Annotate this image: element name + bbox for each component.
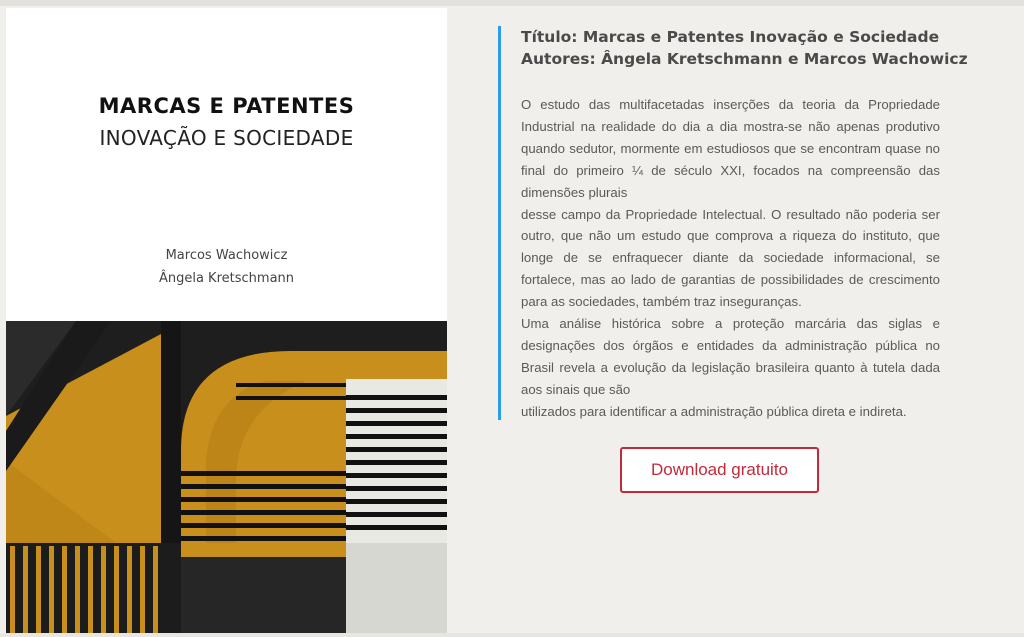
accent-bar xyxy=(498,26,501,420)
book-authors: Autores: Ângela Kretschmann e Marcos Wachowicz xyxy=(521,50,968,68)
description-paragraph: Uma análise histórica sobre a proteção marcária das siglas e designações dos órgãos e entidades da administração pública no Brasil revela a evolução da legislação brasileira quanto à tutela dada aos sinais que são xyxy=(521,316,940,397)
cover-author-1: Marcos Wachowicz xyxy=(165,248,288,263)
description-paragraph: desse campo da Propriedade Intelectual. O resultado não poderia ser outro, que não um estudo que comprova a riqueza do instituto, que longe de se enfraquecer diante da sociedade informacional, se fortalece, mas ao lado de garantias de possibilidades de crescimento para as sociedades, também traz inseguranças. xyxy=(521,206,940,310)
cover-title: MARCAS E PATENTES xyxy=(98,94,355,118)
book-title: Título: Marcas e Patentes Inovação e Sociedade xyxy=(521,28,940,46)
cover-author-2: Ângela Kretschmann xyxy=(158,271,295,286)
description-paragraph: O estudo das multifacetadas inserções da teoria da Propriedade Industrial na realidade do dia a dia mostra-se não apenas produtivo quando sedutor, mormente em estudiosos que se encontram quase no final do primeiro ¼ de século XXI, focados na compreensão das dimensões plurais xyxy=(521,97,940,200)
book-meta xyxy=(521,26,981,70)
cover-subtitle: INOVAÇÃO E SOCIEDADE xyxy=(99,126,354,150)
download-button[interactable]: Download gratuito xyxy=(620,447,819,493)
bottom-divider xyxy=(0,633,1024,637)
book-cover xyxy=(6,8,447,633)
top-divider xyxy=(0,0,1024,6)
cover-artwork xyxy=(6,321,447,633)
description-paragraph: utilizados para identificar a administração pública direta e indireta. xyxy=(521,403,907,419)
book-description xyxy=(521,94,940,423)
